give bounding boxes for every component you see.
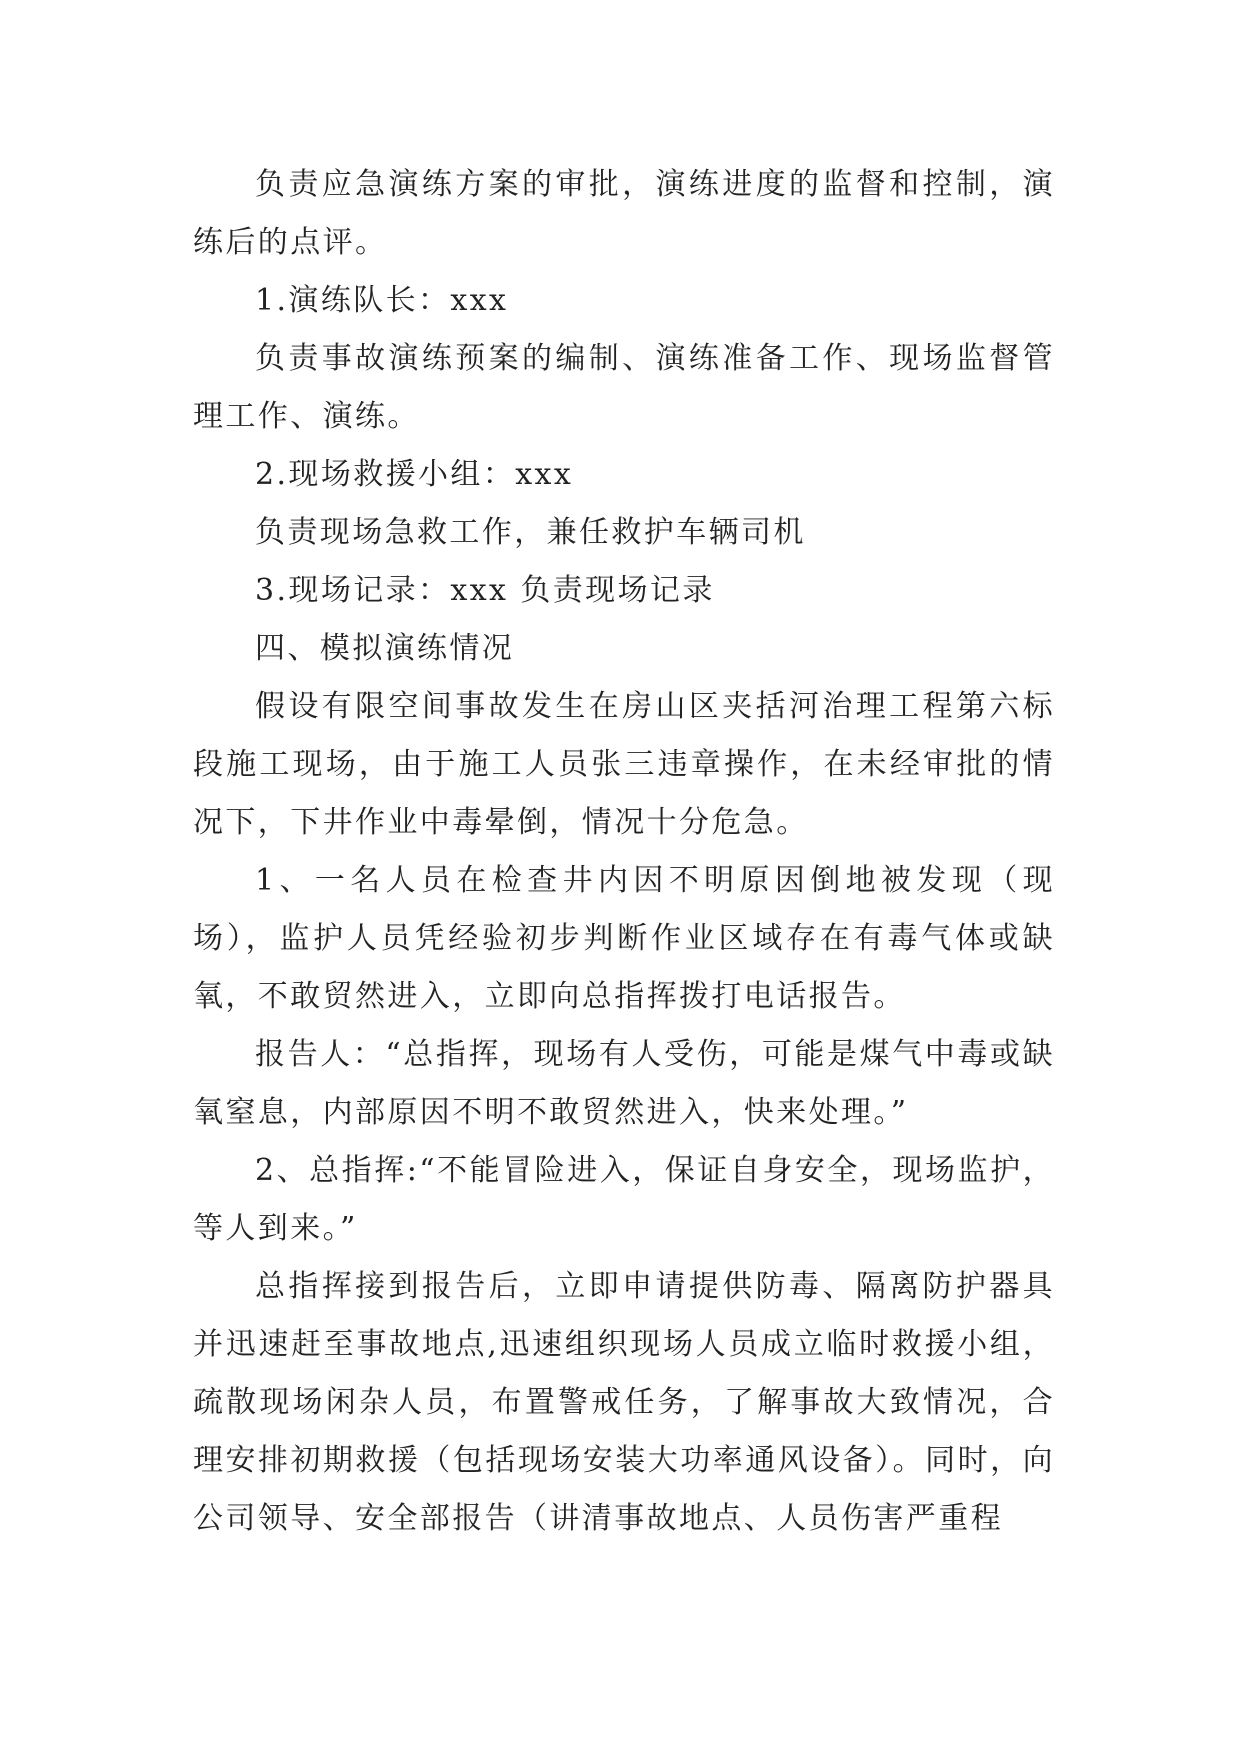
paragraph-scenario: 假设有限空间事故发生在房山区夹括河治理工程第六标段施工现场，由于施工人员张三违章操作，在未经审批的情况下，下井作业中毒晕倒，情况十分危急。 <box>193 689 1055 840</box>
paragraph-drill-captain: 1.演练队长：xxx <box>255 283 509 318</box>
paragraph-commander-response: 总指挥接到报告后，立即申请提供防毒、隔离防护器具并迅速赶至事故地点,迅速组织现场人员成立临时救援小组，疏散现场闲杂人员，布置警戒任务，了解事故大致情况，合理安排初期救援（包括现场安装大功率通风设备）。同时，向公司领导、安全部报告（讲清事故地点、人员伤害严重程 <box>193 1269 1055 1536</box>
paragraph-captain-duties: 负责事故演练预案的编制、演练准备工作、现场监督管理工作、演练。 <box>193 341 1055 434</box>
paragraph-reporter-quote: 报告人：“总指挥，现场有人受伤，可能是煤气中毒或缺氧窒息，内部原因不明不敢贸然进入，快来处理。” <box>193 1037 1055 1130</box>
paragraph-step-1: 1、一名人员在检查井内因不明原因倒地被发现（现场），监护人员凭经验初步判断作业区域存在有毒气体或缺氧，不敢贸然进入，立即向总指挥拨打电话报告。 <box>193 863 1055 1014</box>
paragraph-rescue-duties: 负责现场急救工作，兼任救护车辆司机 <box>255 515 806 550</box>
document-body <box>193 156 1055 1548</box>
section-heading-simulation: 四、模拟演练情况 <box>255 631 515 666</box>
paragraph-site-recorder: 3.现场记录：xxx 负责现场记录 <box>255 573 715 608</box>
paragraph-step-2: 2、总指挥:“不能冒险进入，保证自身安全，现场监护，等人到来。” <box>193 1153 1055 1246</box>
paragraph-approval-duties: 负责应急演练方案的审批，演练进度的监督和控制，演练后的点评。 <box>193 167 1055 260</box>
paragraph-rescue-team: 2.现场救援小组：xxx <box>255 457 574 492</box>
